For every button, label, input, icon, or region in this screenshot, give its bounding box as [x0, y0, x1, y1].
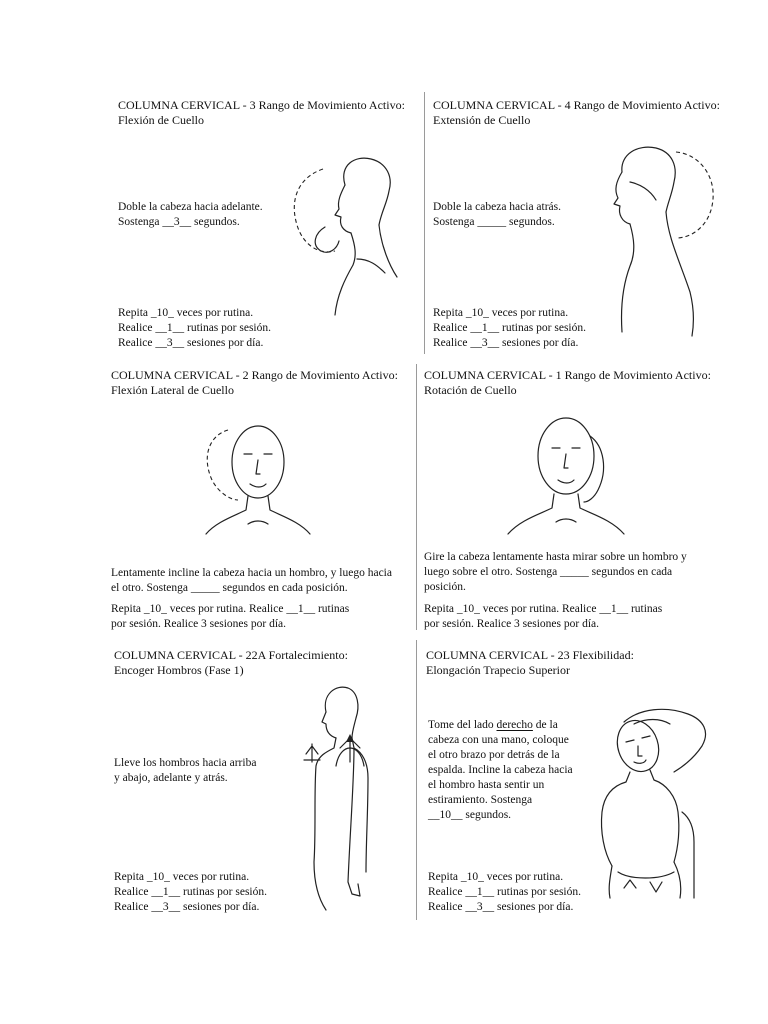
hold-line — [428, 808, 588, 823]
repeat-value: _10_ — [460, 871, 484, 883]
description-line: Gire la cabeza lentamente hasta mirar sobre un hombro y — [424, 551, 687, 563]
hold-seconds-value: _____ — [477, 216, 507, 228]
sessions-prefix: Realice — [428, 901, 466, 913]
routines-value: __1__ — [470, 322, 500, 334]
routines-suffix: rutinas por sesión. — [184, 322, 271, 334]
repeat-line — [114, 870, 304, 885]
dosage-line: por sesión. Realice 3 sesiones por día. — [424, 618, 600, 630]
sessions-value: __3__ — [470, 337, 500, 349]
exercise-description — [424, 550, 724, 595]
sessions-line — [114, 900, 304, 915]
divider-middle — [416, 364, 417, 630]
repeat-suffix: veces por rutina. — [173, 307, 254, 319]
instruction-line: y abajo, adelante y atrás. — [114, 772, 228, 784]
instruction-line: Doble la cabeza hacia adelante. — [118, 201, 263, 213]
sessions-prefix: Realice — [433, 337, 471, 349]
shoulder-shrug-illustration — [296, 682, 382, 914]
exercise-instruction — [433, 200, 613, 230]
hold-prefix: Sostenga — [118, 216, 163, 228]
side-suffix: de la — [532, 719, 558, 731]
exercise-instruction — [114, 756, 294, 786]
repeat-prefix: Repita — [114, 871, 147, 883]
routines-prefix: Realice — [433, 322, 471, 334]
neck-flexion-illustration — [285, 155, 405, 325]
sessions-value: __3__ — [465, 901, 495, 913]
dosage-line: Repita _10_ veces por rutina. Realice __1__ rutinas — [424, 603, 663, 615]
description-line: luego sobre el otro. Sostenga _____ segundos en cada — [424, 566, 673, 578]
dosage-line: por sesión. Realice 3 sesiones por día. — [111, 618, 287, 630]
exercise-title: COLUMNA CERVICAL - 1 Rango de Movimiento Activo: — [424, 368, 711, 382]
hold-line — [433, 215, 613, 230]
dosage — [111, 602, 411, 632]
exercise-title: COLUMNA CERVICAL - 2 Rango de Movimiento Activo: — [111, 368, 398, 382]
exercise-subtitle: Flexión de Cuello — [118, 113, 204, 127]
routines-prefix: Realice — [428, 886, 466, 898]
exercise-subtitle: Elongación Trapecio Superior — [426, 663, 570, 677]
sessions-prefix: Realice — [118, 337, 156, 349]
exercise-instruction — [118, 200, 298, 230]
description-line: el hombro hasta sentir un — [428, 779, 545, 791]
side-value: derecho — [496, 719, 533, 731]
instruction-line: Doble la cabeza hacia atrás. — [433, 201, 562, 213]
exercise-subtitle: Encoger Hombros (Fase 1) — [114, 663, 244, 677]
sessions-suffix: sesiones por día. — [180, 901, 260, 913]
divider-bottom — [416, 640, 417, 920]
exercise-title: COLUMNA CERVICAL - 3 Rango de Movimiento Activo: — [118, 98, 405, 112]
repeat-suffix: veces por rutina. — [488, 307, 569, 319]
dosage — [424, 602, 724, 632]
hold-suffix: segundos. — [506, 216, 555, 228]
lateral-flexion-illustration — [198, 412, 318, 542]
routines-suffix: rutinas por sesión. — [499, 322, 586, 334]
sessions-line — [428, 900, 618, 915]
routines-prefix: Realice — [118, 322, 156, 334]
routines-value: __1__ — [465, 886, 495, 898]
hold-seconds-value: __3__ — [162, 216, 192, 228]
sessions-line — [118, 336, 308, 351]
dosage — [114, 870, 304, 915]
repeat-value: _10_ — [150, 307, 174, 319]
sessions-value: __3__ — [151, 901, 181, 913]
hold-seconds-value: __10__ — [428, 809, 463, 821]
routines-line — [114, 885, 304, 900]
instruction-line: Lleve los hombros hacia arriba — [114, 757, 257, 769]
neck-extension-illustration — [600, 142, 720, 342]
routines-prefix: Realice — [114, 886, 152, 898]
sessions-suffix: sesiones por día. — [184, 337, 264, 349]
sessions-suffix: sesiones por día. — [494, 901, 574, 913]
description-line: espalda. Incline la cabeza hacia — [428, 764, 573, 776]
sessions-prefix: Realice — [114, 901, 152, 913]
routines-value: __1__ — [155, 322, 185, 334]
routines-suffix: rutinas por sesión. — [494, 886, 581, 898]
hold-line — [118, 215, 298, 230]
repeat-line — [433, 306, 623, 321]
routines-suffix: rutinas por sesión. — [180, 886, 267, 898]
exercise-title: COLUMNA CERVICAL - 4 Rango de Movimiento Activo: — [433, 98, 720, 112]
description-line: cabeza con una mano, coloque — [428, 734, 569, 746]
repeat-line — [118, 306, 308, 321]
hold-prefix: Sostenga — [433, 216, 478, 228]
sessions-value: __3__ — [155, 337, 185, 349]
exercise-description — [428, 718, 588, 823]
dosage-line: Repita _10_ veces por rutina. Realice __1__ rutinas — [111, 603, 350, 615]
repeat-value: _10_ — [465, 307, 489, 319]
exercise-subtitle: Flexión Lateral de Cuello — [111, 383, 234, 397]
routines-line — [118, 321, 308, 336]
exercise-title: COLUMNA CERVICAL - 23 Flexibilidad: — [426, 648, 634, 662]
repeat-suffix: veces por rutina. — [483, 871, 564, 883]
sessions-suffix: sesiones por día. — [499, 337, 579, 349]
exercise-description — [111, 566, 411, 596]
repeat-value: _10_ — [146, 871, 170, 883]
dosage — [433, 306, 623, 351]
rotation-illustration — [500, 406, 630, 542]
exercise-title: COLUMNA CERVICAL - 22A Fortalecimiento: — [114, 648, 348, 662]
repeat-prefix: Repita — [433, 307, 466, 319]
description-line: Lentamente incline la cabeza hacia un hombro, y luego hacia — [111, 567, 392, 579]
description-line: posición. — [424, 581, 466, 593]
description-line: estiramiento. Sostenga — [428, 794, 533, 806]
hold-suffix: segundos. — [191, 216, 240, 228]
routines-line — [433, 321, 623, 336]
repeat-prefix: Repita — [118, 307, 151, 319]
side-prefix: Tome del lado — [428, 719, 497, 731]
description-line: el otro brazo por detrás de la — [428, 749, 560, 761]
dosage — [118, 306, 308, 351]
exercise-subtitle: Rotación de Cuello — [424, 383, 517, 397]
divider-top — [424, 92, 425, 354]
sessions-line — [433, 336, 623, 351]
description-line: el otro. Sostenga _____ segundos en cada posición. — [111, 582, 348, 594]
description-line — [428, 718, 588, 733]
routines-value: __1__ — [151, 886, 181, 898]
trapezius-stretch-illustration — [590, 702, 716, 902]
repeat-suffix: veces por rutina. — [169, 871, 250, 883]
repeat-prefix: Repita — [428, 871, 461, 883]
exercise-subtitle: Extensión de Cuello — [433, 113, 531, 127]
hold-suffix: segundos. — [462, 809, 512, 821]
